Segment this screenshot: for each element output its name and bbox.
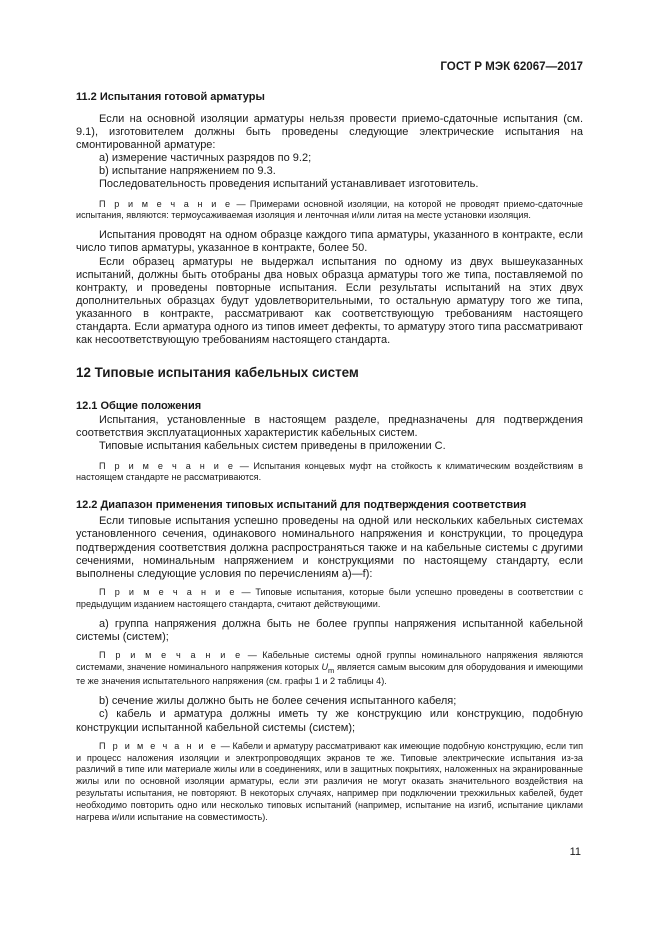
heading-11-2: 11.2 Испытания готовой арматуры — [76, 91, 265, 103]
paragraph: Если типовые испытания успешно проведены на одной или нескольких кабельных системах установленного сечения, одинакового номинального напряжения и конструкции, то процедура подтверждения соответствия должна распространяться также и на кабельные системы с другими сечениями, номинальным напряжением и конструкциями по настоящему стандарту, если выполнены следующие условия по перечислениям a)—f): — [76, 515, 583, 580]
voltage-subscript: m — [328, 665, 335, 675]
note-text: — Кабельные системы одной группы номинального напряжения являются системами, значение номинального напряжения которых — [76, 649, 584, 672]
paragraph: Последовательность проведения испытаний устанавливает изготовитель. — [99, 178, 479, 191]
note-label: П р и м е ч а н и е — [99, 460, 236, 471]
paragraph: Если на основной изоляции арматуры нельзя провести приемо-сдаточные испытания (см. 9.1), изготовителем должны быть проведены следующие электрические испытания на смонтированной арматуре: — [76, 113, 583, 152]
heading-12: 12 Типовые испытания кабельных систем — [76, 365, 359, 381]
note — [76, 650, 583, 689]
page-content — [76, 90, 583, 824]
standard-code: ГОСТ Р МЭК 62067—2017 — [440, 60, 583, 73]
paragraph: Испытания проводят на одном образце каждого типа арматуры, указанного в контракте, если число типов арматуры, указанное в контракте, более 50. — [76, 229, 583, 255]
paragraph: Типовые испытания кабельных систем приведены в приложении С. — [99, 440, 446, 453]
paragraph: Если образец арматуры не выдержал испытания по одному из двух вышеуказанных испытаний, должны быть отобраны два новых образца арматуры того же типа, поставляемой по контракту, и проведены повторные испытания. Если результаты испытаний на этих двух дополнительных образцах будут удовлетворительными, то остальную арматуру того же типа, указанного в контракте, рассматривают как соответствующую требованиям настоящего стандарта. Если арматура одного из типов имеет дефекты, то арматуру этого типа рассматривают как несоответствующую требованиям настоящего стандарта. — [76, 255, 583, 347]
heading-12-1: 12.1 Общие положения — [76, 400, 202, 413]
heading-12-2: 12.2 Диапазон применения типовых испытаний для подтверждения соответствия — [76, 499, 527, 512]
note-text: — Кабели и арматуру рассматривают как имеющие подобную конструкцию, если тип и процесс наложения изоляции и электропроводящих экранов те же. Типовые электрические испытания из-за различий в типе или материале жилы или в соединениях, или в защитных покрытиях, наложенных на экранированные жилы или по основной изоляции арматуры, если эти различия не могут оказать значительного воздействия на результаты испытания, не повторяют. В некоторых случаях, например при подключении трехжильных кабелей, будет необходимо повторить одно или несколько типовых испытаний (например, испытание на изгиб, испытание циклами нагрева и/или испытание на совместимость). — [76, 740, 583, 823]
note-text: является самым высоким для оборудования и имеющими те же значения испытательного напряжения (см. графы 1 и 2 таблицы 4). — [76, 661, 583, 687]
note-label: П р и м е ч а н и е — [99, 740, 218, 751]
list-item: c) кабель и арматура должны иметь ту же конструкцию или конструкцию, подобную конструкции испытанной кабельной системы (систем); — [76, 708, 583, 734]
list-item: a) измерение частичных разрядов по 9.2; — [99, 152, 312, 165]
list-item: b) сечение жилы должно быть не более сечения испытанного кабеля; — [99, 695, 457, 708]
paragraph: Испытания, установленные в настоящем разделе, предназначены для подтверждения соответствия эксплуатационных характеристик кабельных систем. — [76, 414, 583, 440]
note — [76, 199, 583, 223]
note-label: П р и м е ч а н и е — [99, 649, 243, 660]
voltage-symbol: U — [321, 661, 329, 672]
note — [76, 587, 583, 611]
note — [76, 741, 583, 824]
note-text: — Примерами основной изоляции, на которой не проводят приемо-сдаточные испытания, являются: термоусаживаемая изоляция и ленточная и/или литая на месте установки изоляция. — [76, 198, 583, 221]
note-text: — Испытания концевых муфт на стойкость к климатическим воздействиям в настоящем стандарте не рассматриваются. — [76, 460, 583, 483]
list-item: b) испытание напряжением по 9.3. — [99, 165, 276, 178]
note — [76, 461, 583, 485]
note-text: — Типовые испытания, которые были успешно проведены в соответствии с предыдущим изданием настоящего стандарта, считают действующими. — [76, 586, 583, 609]
note-label: П р и м е ч а н и е — [99, 198, 233, 209]
list-item: a) группа напряжения должна быть не более группы напряжения испытанной кабельной системы (систем); — [76, 617, 583, 643]
page-number: 11 — [569, 846, 581, 858]
note-label: П р и м е ч а н и е — [99, 586, 237, 597]
